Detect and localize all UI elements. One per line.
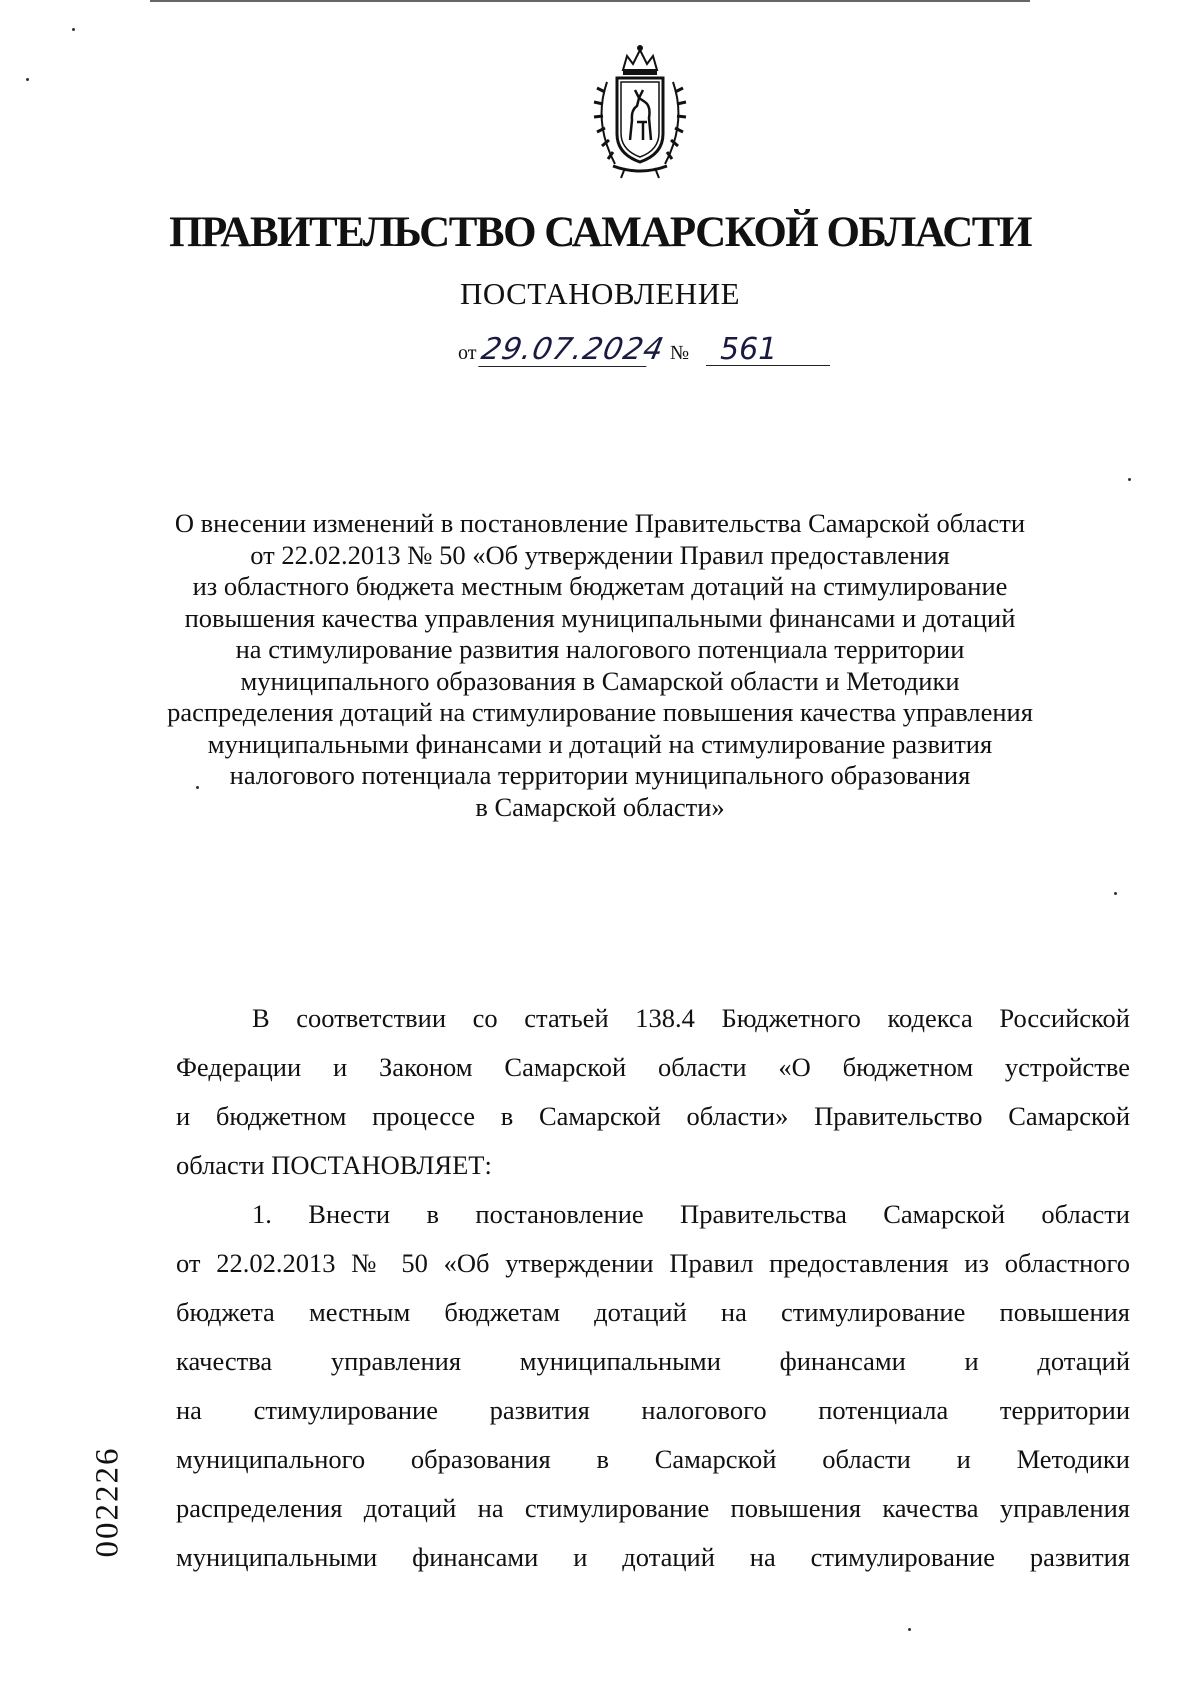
subject-line: в Самарской области» bbox=[475, 791, 725, 822]
scan-speck bbox=[72, 28, 75, 31]
subject-line: налогового потенциала территории муниципального образования bbox=[229, 760, 971, 790]
body-line: бюджета местным бюджетам дотаций на стимулирование повышения bbox=[176, 1297, 1130, 1327]
date-prefix-label: от bbox=[458, 342, 477, 364]
subject-line: распределения дотаций на стимулирование повышения качества управления bbox=[167, 697, 1033, 727]
scan-edge-line bbox=[150, 0, 1030, 2]
organization-title: ПРАВИТЕЛЬСТВО САМАРСКОЙ ОБЛАСТИ bbox=[169, 209, 1031, 256]
scan-speck bbox=[908, 1628, 911, 1631]
scan-speck bbox=[196, 786, 199, 789]
resolution-body bbox=[176, 998, 1130, 1586]
body-line: В соответствии со статьей 138.4 Бюджетного кодекса Российской bbox=[252, 1003, 1130, 1033]
body-line: распределения дотаций на стимулирование повышения качества управления bbox=[176, 1493, 1130, 1523]
body-line: качества управления муниципальными финансами и дотаций bbox=[176, 1346, 1130, 1376]
body-line: на стимулирование развития налогового потенциала территории bbox=[176, 1395, 1130, 1425]
subject-line: муниципального образования в Самарской области и Методики bbox=[240, 665, 960, 696]
body-line: и бюджетном процессе в Самарской области» Правительство Самарской bbox=[176, 1101, 1130, 1131]
body-line: муниципального образования в Самарской области и Методики bbox=[176, 1444, 1130, 1474]
subject-line: О внесении изменений в постановление Правительства Самарской области bbox=[174, 508, 1026, 538]
body-line: 1. Внести в постановление Правительства Самарской области bbox=[252, 1199, 1130, 1229]
body-line: Федерации и Законом Самарской области «О бюджетном устройстве bbox=[176, 1052, 1130, 1082]
subject-line: из областного бюджета местным бюджетам дотаций на стимулирование bbox=[192, 571, 1008, 601]
margin-registration-stamp bbox=[78, 1432, 138, 1572]
body-line: от 22.02.2013 № 50 «Об утверждении Правил предоставления из областного bbox=[176, 1248, 1130, 1278]
handwritten-number-field: 561 bbox=[706, 332, 830, 366]
resolution-subject bbox=[150, 508, 1050, 823]
date-number-line bbox=[458, 332, 858, 372]
coat-of-arms-emblem bbox=[585, 42, 695, 182]
subject-line: повышения качества управления муниципальными финансами и дотаций bbox=[184, 602, 1016, 633]
scan-speck bbox=[1128, 478, 1131, 481]
document-type-heading: ПОСТАНОВЛЕНИЕ bbox=[459, 276, 741, 311]
body-line: муниципальными финансами и дотаций на стимулирование развития bbox=[176, 1542, 1130, 1572]
subject-line: от 22.02.2013 № 50 «Об утверждении Правил предоставления bbox=[250, 539, 950, 570]
margin-stamp-number: 002226 bbox=[89, 1446, 126, 1558]
scan-speck bbox=[1114, 892, 1117, 895]
number-sign-label: № bbox=[670, 342, 690, 364]
scan-speck bbox=[26, 78, 29, 81]
body-line: области ПОСТАНОВЛЯЕТ: bbox=[176, 1150, 492, 1180]
subject-line: на стимулирование развития налогового потенциала территории bbox=[235, 634, 965, 664]
subject-line: муниципальными финансами и дотаций на стимулирование развития bbox=[207, 728, 993, 759]
handwritten-date-field: 29.07.2024 bbox=[478, 332, 668, 367]
